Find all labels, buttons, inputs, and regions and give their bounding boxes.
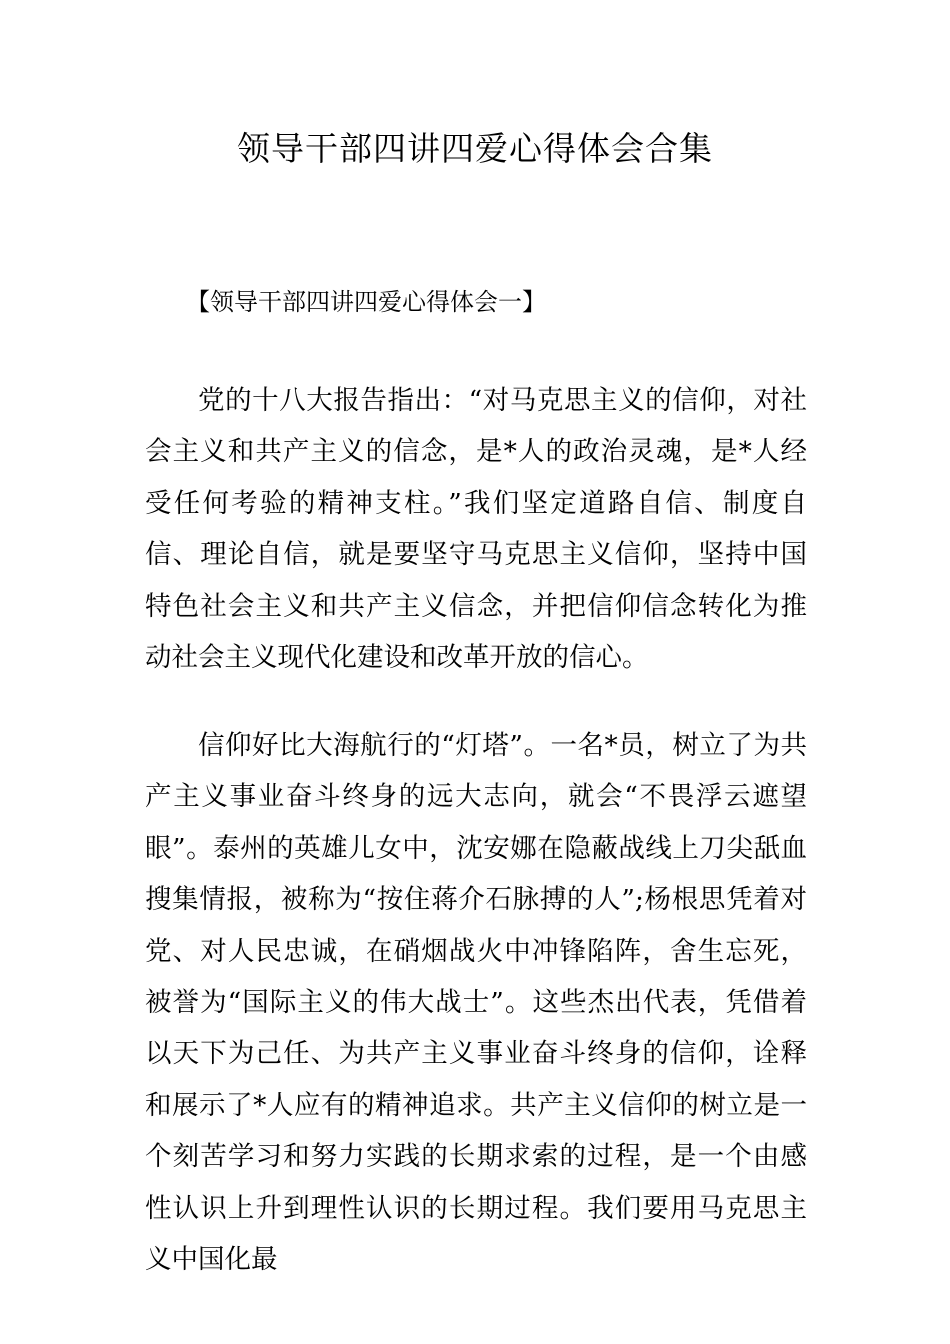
body-paragraph: 信仰好比大海航行的“灯塔”。一名*员，树立了为共产主义事业奋斗终身的远大志向，就会“不畏浮云遮望眼”。泰州的英雄儿女中，沈安娜在隐蔽战线上刀尖舐血搜集情报，被称为“按住蒋介石脉搏的人”;杨根思凭着对党、对人民忠诚，在硝烟战火中冲锋陷阵，舍生忘死，被誉为“国际主义的伟大战士”。这些杰出代表，凭借着以天下为己任、为共产主义事业奋斗终身的信仰，诠释和展示了*人应有的精神追求。共产主义信仰的树立是一个刻苦学习和努力实践的长期求索的过程，是一个由感性认识上升到理性认识的长期过程。我们要用马克思主义中国化最 <box>145 730 807 1276</box>
section-heading: 【领导干部四讲四爱心得体会一】 <box>186 288 546 316</box>
body-paragraph: 党的十八大报告指出：“对马克思主义的信仰，对社会主义和共产主义的信念，是*人的政治灵魂，是*人经受任何考验的精神支柱。”我们坚定道路自信、制度自信、理论自信，就是要坚守马克思主义信仰，坚持中国特色社会主义和共产主义信念，并把信仰信念转化为推动社会主义现代化建设和改革开放的信心。 <box>145 385 807 674</box>
document-title: 领导干部四讲四爱心得体会合集 <box>237 129 713 168</box>
